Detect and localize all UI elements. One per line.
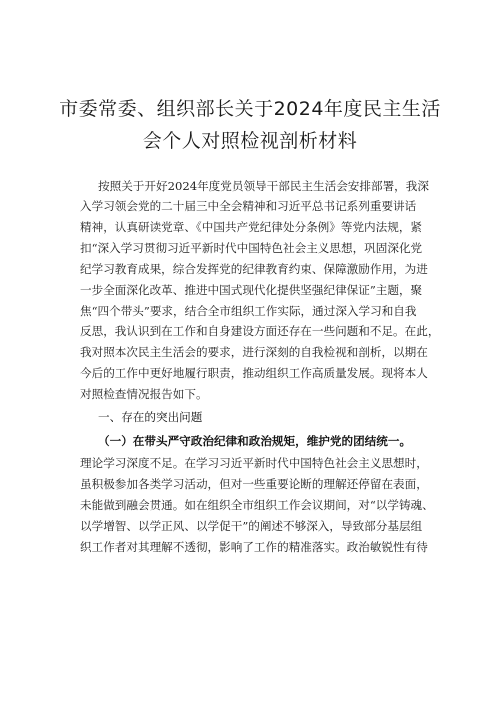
subsection1-line-5: 织工作者对其理解不透彻，影响了工作的精准落实。政治敏锐性有待 (80, 540, 428, 554)
intro-line-7: 焦“四个带头”要求，结合全市组织工作实际，通过深入学习和自我 (80, 304, 417, 318)
document-title-line-1: 市委常委、组织部长关于2024年度民主生活 (59, 98, 441, 120)
intro-line-3: 精神，认真研读党章、《中国共产党纪律处分条例》等党内法规，紧 (80, 220, 423, 234)
subsection1-line-3: 未能做到融会贯通。如在组织全市组织工作会议期间，对“以学铸魂、 (80, 498, 434, 512)
intro-line-8: 反思，我认识到在工作和自身建设方面还存在一些问题和不足。在此， (80, 324, 440, 338)
intro-line-4: 扣“深入学习贯彻习近平新时代中国特色社会主义思想，巩固深化党 (80, 241, 423, 255)
section-heading-1: 一、存在的突出问题 (98, 410, 203, 424)
intro-line-2: 入学习领会党的二十届三中全会精神和习近平总书记系列重要讲话 (80, 199, 417, 213)
subsection1-line-2: 虽积极参加各类学习活动，但对一些重要论断的理解还停留在表面， (80, 477, 428, 491)
subsection1-line-4: 以学增智、以学正风、以学促干”的阐述不够深入，导致部分基层组 (80, 519, 423, 533)
intro-line-6: 一步全面深化改革、推进中国式现代化提供坚强纪律保证”主题，聚 (80, 283, 423, 297)
subsection1-line-1: 理论学习深度不足。在学习习近平新时代中国特色社会主义思想时， (80, 456, 428, 470)
intro-line-9: 我对照本次民主生活会的要求，进行深刻的自我检视和剖析，以期在 (80, 345, 428, 359)
document-title-line-2: 会个人对照检视剖析材料 (142, 130, 358, 152)
intro-line-11: 对照检查情况报告如下。 (80, 387, 208, 401)
intro-line-5: 纪学习教育成果，综合发挥党的纪律教育约束、保障激励作用，为进 (80, 262, 428, 276)
intro-line-10: 今后的工作中更好地履行职责，推动组织工作高质量发展。现将本人 (80, 366, 428, 380)
intro-line-1: 按照关于开好2024年度党员领导干部民主生活会安排部署，我深 (98, 179, 429, 193)
subsection-heading-1: （一）在带头严守政治纪律和政治规矩，维护党的团结统一。 (98, 434, 412, 448)
